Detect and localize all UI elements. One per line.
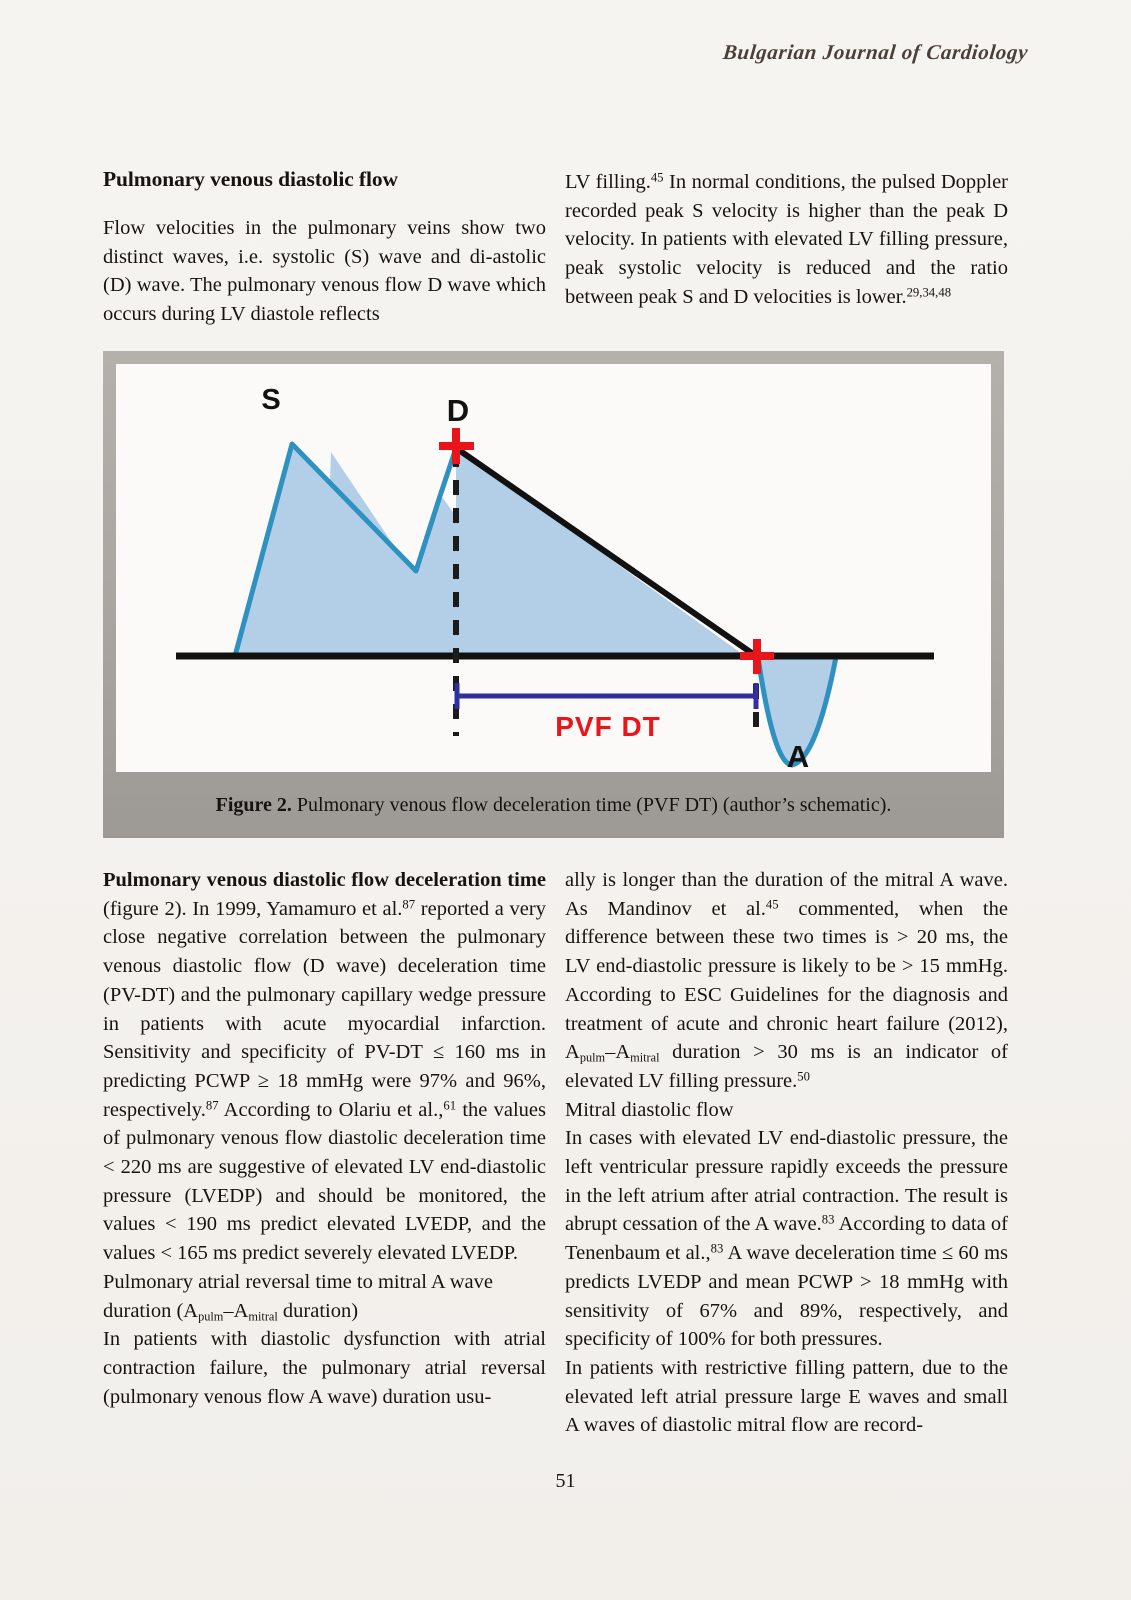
- pvf-dt-interval-bar: [457, 683, 756, 709]
- running-head: [468, 40, 1028, 65]
- citation-ref: 83: [821, 1212, 835, 1227]
- figure-caption: [116, 772, 991, 838]
- subscript: mitral: [630, 1050, 660, 1065]
- text-run: A wave deceleration time ≤ 60 ms predicts LVEDP and mean PCWP > 18 mmHg with sensitivity of 67% and 89%, respectively, and specificity of 100% for both pressures.: [565, 1242, 1009, 1351]
- citation-ref: 87: [205, 1098, 219, 1113]
- journal-title: Bulgarian Journal of Cardiology: [721, 40, 1030, 64]
- text-run: commented, when the difference between these two times is > 20 ms, the LV end-diastolic pressure is likely to be > 15 mmHg. According to ESC Guidelines for the diagnosis and treatment of acute and chronic heart failure (2012), A: [565, 897, 1008, 1064]
- label-d-wave: D: [446, 393, 470, 428]
- text-run: the values of pulmonary venous flow diastolic deceleration time < 220 ms are suggestive of elevated LV end-diastolic pressure (LVEDP) and should be monitored, the values < 190 ms predict elevated LVEDP, and the values < 165 ms predict severely elevated LVEDP.: [103, 1098, 546, 1265]
- text-run: ally is longer than the duration of the mitral A wave. As Mandinov et al.: [565, 869, 1008, 920]
- text-run: duration): [277, 1299, 359, 1322]
- subscript: pulm: [198, 1308, 224, 1323]
- s-complex-area: [235, 444, 468, 656]
- label-s-wave: S: [261, 384, 281, 416]
- text-run: In cases with elevated LV end-diastolic pressure, the left ventricular pressure rapidly exceeds the pressure in the left atrium after atrial contraction. The result is abrupt cessation of the A wave.: [565, 1127, 1008, 1236]
- citation-ref: 45: [765, 897, 779, 912]
- citation-ref: 29,34,48: [906, 285, 952, 300]
- paragraph: [565, 1124, 1008, 1354]
- page-number: 51: [555, 1470, 576, 1492]
- left-column-top: [103, 166, 546, 329]
- text-run: (figure 2). In 1999, Yamamuro et al.: [103, 897, 403, 920]
- citation-ref: 45: [650, 170, 664, 185]
- text-run: –A: [605, 1041, 631, 1064]
- citation-ref: 83: [710, 1241, 724, 1256]
- label-a-wave: A: [786, 739, 810, 772]
- citation-ref: 87: [402, 897, 416, 912]
- pulmonary-venous-flow-schematic: [116, 364, 991, 772]
- right-column-bottom: [565, 866, 1008, 1440]
- section-heading: Pulmonary venous diastolic flow: [103, 167, 398, 191]
- label-pvf-dt: PVF DT: [555, 711, 661, 742]
- text-run: LV filling.: [565, 171, 651, 193]
- paragraph: Flow velocities in the pulmonary veins show two distinct waves, i.e. systolic (S) wave and di-astolic (D) wave. The pulmonary venous flow D wave which occurs during LV diastole reflects: [103, 217, 546, 326]
- text-run: Pulmonary atrial reversal time to mitral A wave: [103, 1270, 493, 1293]
- figure-2-block: [103, 351, 1004, 838]
- paragraph: In patients with restrictive filling pattern, due to the elevated left atrial pressure large E waves and small A waves of diastolic mitral flow are record-: [565, 1356, 1008, 1437]
- text-run: –A: [223, 1299, 249, 1322]
- text-run: duration (A: [103, 1299, 199, 1322]
- paragraph: [565, 168, 1008, 312]
- left-column-bottom: [103, 866, 546, 1411]
- text-run: reported a very close negative correlation between the pulmonary venous diastolic flow (D wave) deceleration time (PV-DT) and the pulmonary capillary wedge pressure in patients with acute myocardial infarction. Sensitivity and specificity of PV-DT ≤ 160 ms in predicting PCWP ≥ 18 mmHg were 97% and 96%, respectively.: [103, 897, 546, 1121]
- text-run: According to data of Tenenbaum et al.,: [565, 1213, 1008, 1265]
- text-run: According to Olariu et al.,: [218, 1098, 444, 1121]
- figure-image: [116, 364, 991, 772]
- figure-caption-number: Figure 2.: [215, 794, 292, 816]
- subsection-heading: Mitral diastolic flow: [565, 1098, 734, 1121]
- figure-caption-text: Pulmonary venous flow deceleration time (PVF DT) (author’s schematic).: [291, 794, 892, 816]
- text-run: In normal conditions, the pulsed Doppler recorded peak S velocity is higher than the peak D velocity. In patients with elevated LV filling pressure, peak systolic velocity is reduced and the ratio between peak S and D velocities is lower.: [565, 171, 1008, 308]
- run-in-heading: Pulmonary venous diastolic flow deceleration time: [103, 869, 546, 891]
- subscript: pulm: [579, 1050, 606, 1065]
- citation-ref: 61: [443, 1098, 457, 1113]
- citation-ref: 50: [797, 1069, 810, 1084]
- paragraph: [565, 866, 1008, 1096]
- paragraph: In patients with diastolic dysfunction with atrial contraction failure, the pulmonary atrial reversal (pulmonary venous flow A wave) duration usu-: [103, 1328, 546, 1408]
- subscript: mitral: [248, 1308, 278, 1323]
- paragraph: [103, 866, 546, 1268]
- paragraph: [103, 1268, 546, 1325]
- right-column-top: [565, 168, 1008, 312]
- text-run: duration > 30 ms is an indicator of elevated LV filling pressure.: [565, 1041, 1008, 1092]
